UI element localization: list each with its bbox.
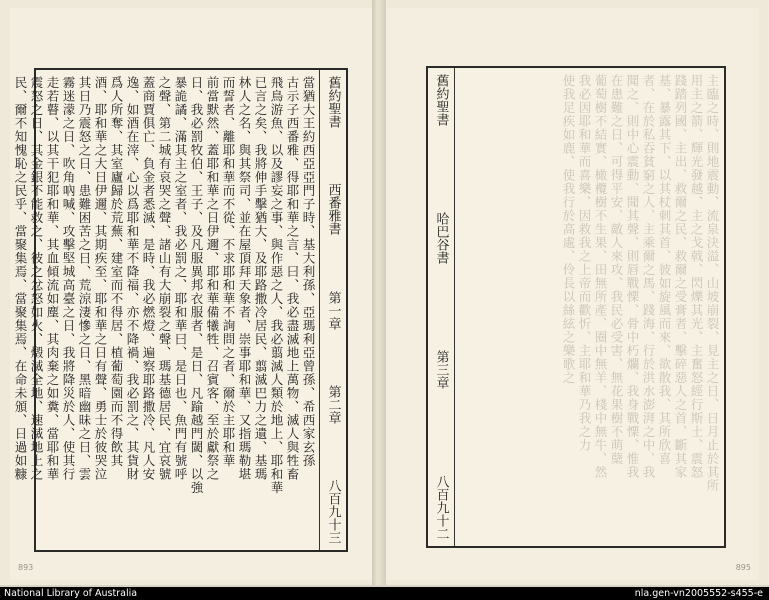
right-chapter: 第三章: [433, 350, 449, 389]
left-chapter-2: 第二章: [325, 384, 341, 424]
right_page-line: 基、暴露其下、以其杖刺其首、彼如旋風而來、欲散我、其所欣喜: [657, 74, 672, 466]
left_page-line: 古示子西番雅、得耶和華之言、曰、我必盡滅地上萬物、滅人與牲畜: [285, 76, 300, 481]
left_page-line: 飛鳥游魚、以及謬妄之事、與作惡之人、我必翦滅人類於地上、耶和華: [269, 76, 284, 495]
left_page-line: 前當默然、蓋耶和華之日伊邇、耶和華備犧牲、召賓客、至於獻祭之: [205, 76, 220, 481]
right-margin-rule: [454, 68, 455, 546]
left-page: [10, 8, 372, 580]
attribution-footer: [0, 587, 769, 600]
right-page-number: 八百九十二: [433, 475, 449, 540]
left_page-line: 酒、耶和華之大日伊邇、其期疾至、耶和華之日有聲、勇士於彼哭泣: [93, 76, 108, 481]
right-book-name: 哈巴谷書: [433, 212, 449, 264]
footer-record-id: nla.gen-vn2005552-s455-e: [634, 588, 763, 599]
right-body-text: [458, 74, 720, 540]
left-folio-mark: 893: [18, 563, 34, 572]
left-page-number: 八百九十三: [325, 479, 341, 544]
left_page-line: 爲人所奪、其室廬歸於荒蕪、建室而不得居、植葡萄園而不得飲其: [109, 76, 124, 468]
left_page-line: 逸、如酒在滓、心以爲耶和華不降福、亦不降禍、我必罰之、其貨財: [125, 76, 140, 481]
right_page-line: 使我足疾如鹿、使我行於高處、伶長以絲絃之樂歌之: [561, 74, 576, 385]
left_page-line: 林人之名、與其祭司、並在屋頂拜天象者、崇事耶和華、又指瑪勒堪: [237, 76, 252, 481]
right_page-line: 在患難之日、可得平安、敵人來攻、我民必受害、無花果樹不萌蘖: [609, 74, 624, 466]
right_page-line: 葡萄樹不結實、橄欖樹不生果、田無所產、圈中無羊、棧中無牛、然: [593, 74, 608, 479]
left_page-line: 震怒之日、其金銀不能救之、彼之忿怒如火、燬滅全地、速滅地上之: [29, 76, 44, 481]
right-page: [386, 8, 759, 580]
left_page-line: 霧迷濛之日、吹角吶喊、攻擊堅城高臺之日、我將降災於人、使其行: [61, 76, 76, 481]
left_page-line: 當猶大王約西亞亞門子時、基大利孫、亞瑪利亞曾孫、希西家玄孫: [301, 76, 316, 468]
right-book-title: 舊約聖書: [433, 74, 449, 126]
left-body-text: [13, 76, 316, 544]
book-gutter: [372, 0, 386, 585]
left_page-line: 蓋商賈俱亡、負金者悉滅、是時、我必燃燈、遍察耶路撒冷、凡人安: [141, 76, 156, 481]
right-folio-mark: 895: [735, 563, 751, 572]
left-chapter: 第一章: [325, 290, 341, 330]
left-book-title: 舊約聖書: [325, 76, 341, 128]
right_page-line: 主臨之時、則地震動、流泉決溢、山坡崩裂、見主之日、日月止於其所: [705, 74, 720, 493]
left_page-line: 民、爾不知愧恥之民乎、當聚集焉、當聚集焉、在命未頒、日過如糠: [13, 76, 28, 481]
right-text-frame: [426, 66, 726, 548]
left-text-frame: [13, 68, 348, 552]
left-margin-column: [322, 76, 344, 544]
left-margin-rule: [319, 70, 320, 550]
footer-library-name: National Library of Australia: [4, 588, 138, 599]
left_page-line: 走若瞽、以其干犯耶和華、其血傾流如塵、其肉棄之如糞、當耶和華: [45, 76, 60, 481]
right_page-line: 者、在於私吞貧窮之人、主乘爾之馬、踐海、行於洪水澎湃之中、我: [641, 74, 656, 479]
left_page-line: 日、我必罰牧伯、王子、及凡服異邦衣服者、是日、凡踰越門閾、以強: [189, 76, 204, 495]
left_page-line: 其日乃震怒之日、患難困苦之日、荒涼淒慘之日、黑暗幽昧之日、雲: [77, 76, 92, 481]
right_page-line: 我必因耶和華而喜樂、因救我之上帝而歡忻、主耶和華乃我之力: [577, 74, 592, 452]
left_page-line: 而誓者、離耶和華而不從、不求耶和華不詢問之者、爾於主耶和華: [221, 76, 236, 468]
right_page-line: 用主之箭、輝光發越、主之戈戟、閃爍其光、主奮怒經行斯土、震怒: [689, 74, 704, 479]
left_page-line: 已言之矣、我將伸手擊猶大、及耶路撒冷居民、翦滅巴力之遺、基瑪: [253, 76, 268, 481]
left_page-line: 之聲、第二城有哀哭之聲、諸山有大崩裂之聲、瑪基德居民、宜哀號: [157, 76, 172, 481]
right-margin-column: [430, 74, 452, 540]
left-book-name: 西番雅書: [325, 183, 341, 236]
right_page-line: 聞之、則中心震動、聞其聲、則唇戰慄、骨中朽爛、我身戰慄、惟我: [625, 74, 640, 479]
left_page-line: 暴詭譎、滿其主之室者、我必罰之、耶和華曰、是日也、魚門有號呼: [173, 76, 188, 481]
right_page-line: 踐踏列國、主出、救爾之民、救爾之受膏者、擊碎惡人之首、斷其家: [673, 74, 688, 479]
